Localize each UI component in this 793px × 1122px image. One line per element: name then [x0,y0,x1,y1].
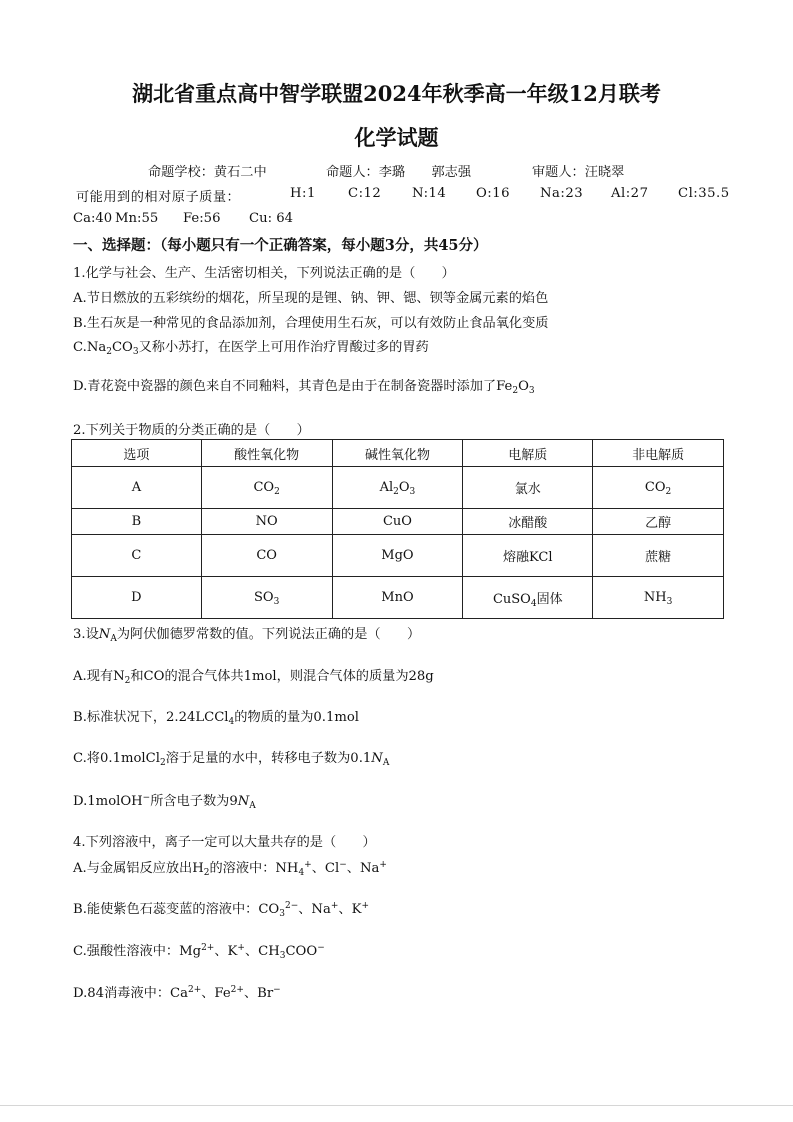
q3-stem-prefix: 3.设 [73,627,99,642]
q1-option-d [73,375,535,394]
q3-option-c: C.将0.1molCl$_2$溶于足量的水中，转移电子数为$0.1N_A$ [73,751,390,768]
chem-formula: $N_A$ [98,627,117,644]
table-cell: $SO_3$ [201,577,332,619]
atomic-mass: O:16 [476,186,511,201]
atomic-mass: Na:23 [540,186,584,201]
table-header: 酸性氧化物 [201,440,332,467]
table-cell: D [72,577,202,619]
table-cell: MgO [332,535,463,577]
table-cell: $Al_2O_3$ [332,467,463,509]
atomic-masses-line-1 [76,186,730,205]
atomic-mass: Cl:35.5 [678,186,730,201]
q4-option-a: A.与金属铝反应放出$H_2$的溶液中：$NH_4^+$、Cl−、Na+ [73,860,387,878]
table-header: 电解质 [463,440,593,467]
q4-option-c: C.强酸性溶液中：$Mg^{2+}$、K+、$CH_3COO^-$ [73,943,325,961]
table-cell: CO [201,535,332,577]
atomic-mass: Mn:55 [115,211,159,226]
q4-stem: 4.下列溶液中，离子一定可以大量共存的是（ ） [73,835,376,850]
table-cell: 氯水 [463,467,593,509]
atomic-masses-line-2 [73,211,293,226]
table-cell: $CO_2$ [593,467,724,509]
q1-option-a: A.节日燃放的五彩缤纷的烟花，所呈现的是锂、钠、钾、锶、钡等金属元素的焰色 [73,291,549,306]
reviewer-name: 审题人：汪晓翠 [532,165,625,180]
table-cell: C [72,535,202,577]
author-school: 命题学校：黄石二中 [148,165,267,180]
exam-title: 湖北省重点高中智学联盟2024年秋季高一年级12月联考 [132,81,661,106]
table-cell: 冰醋酸 [463,509,593,535]
classification-table [71,439,724,619]
atomic-mass: C:12 [348,186,382,201]
table-cell: 蔗糖 [593,535,724,577]
atomic-mass: Cu: 64 [249,211,293,226]
q1-option-d-text: D.青花瓷中瓷器的颜色来自不同釉料，其青色是由于在制备瓷器时添加了 [73,379,497,394]
table-cell: CuO [332,509,463,535]
q3-option-d: D.1molOH−所含电子数为$9N_A$ [73,793,256,811]
table-header: 非电解质 [593,440,724,467]
q3-option-a: A.现有$N_2$和CO的混合气体共1mol，则混合气体的质量为28g [73,669,434,686]
chem-formula: $Na_2CO_3$ [86,340,139,357]
table-cell: 乙醇 [593,509,724,535]
atomic-mass: Al:27 [611,186,649,201]
q1-option-c-prefix: C. [73,340,87,355]
q3-stem [73,623,420,642]
table-cell: $NH_3$ [593,577,724,619]
table-cell: A [72,467,202,509]
chem-formula: $Fe_2O_3$ [496,379,535,396]
table-cell: MnO [332,577,463,619]
subject-title: 化学试题 [354,125,439,150]
q1-stem: 1.化学与社会、生产、生活密切相关，下列说法正确的是（ ） [73,266,455,281]
table-row [72,535,724,577]
author-names: 命题人：李璐 郭志强 [326,165,472,180]
q1-option-c [73,336,429,355]
q3-stem-text: 为阿伏伽德罗常数的值。下列说法正确的是（ ） [116,627,421,642]
table-cell: 熔融KCl [463,535,593,577]
table-cell: $CO_2$ [201,467,332,509]
atomic-mass: Ca:40 [73,211,113,226]
table-header: 选项 [72,440,202,467]
atomic-mass: Fe:56 [183,211,221,226]
atomic-mass: N:14 [412,186,447,201]
page-bottom-divider [0,1105,793,1106]
atomic-mass: H:1 [290,186,316,201]
q2-stem: 2.下列关于物质的分类正确的是（ ） [73,423,310,438]
table-header: 碱性氧化物 [332,440,463,467]
table-row [72,467,724,509]
q1-option-c-text: 又称小苏打，在医学上可用作治疗胃酸过多的胃药 [138,340,429,355]
q3-option-b: B.标准状况下，2.24LCCl$_4$的物质的量为0.1mol [73,710,360,727]
table-cell: B [72,509,202,535]
atomic-label: 可能用到的相对原子质量： [76,190,241,205]
section-heading: 一、选择题：（每小题只有一个正确答案，每小题3分，共45分） [73,237,488,254]
table-cell: CuSO$_4$固体 [463,577,593,619]
q4-option-d: D.84消毒液中：$Ca^{2+}$、$Fe^{2+}$、Br− [73,985,281,1001]
table-row [72,577,724,619]
table-row [72,509,724,535]
table-header-row [72,440,724,467]
q1-option-b: B.生石灰是一种常见的食品添加剂，合理使用生石灰，可以有效防止食品氧化变质 [73,316,549,331]
table-cell: NO [201,509,332,535]
q4-option-b: B.能使紫色石蕊变蓝的溶液中：$CO_3^{2-}$、Na+、K+ [73,901,369,919]
